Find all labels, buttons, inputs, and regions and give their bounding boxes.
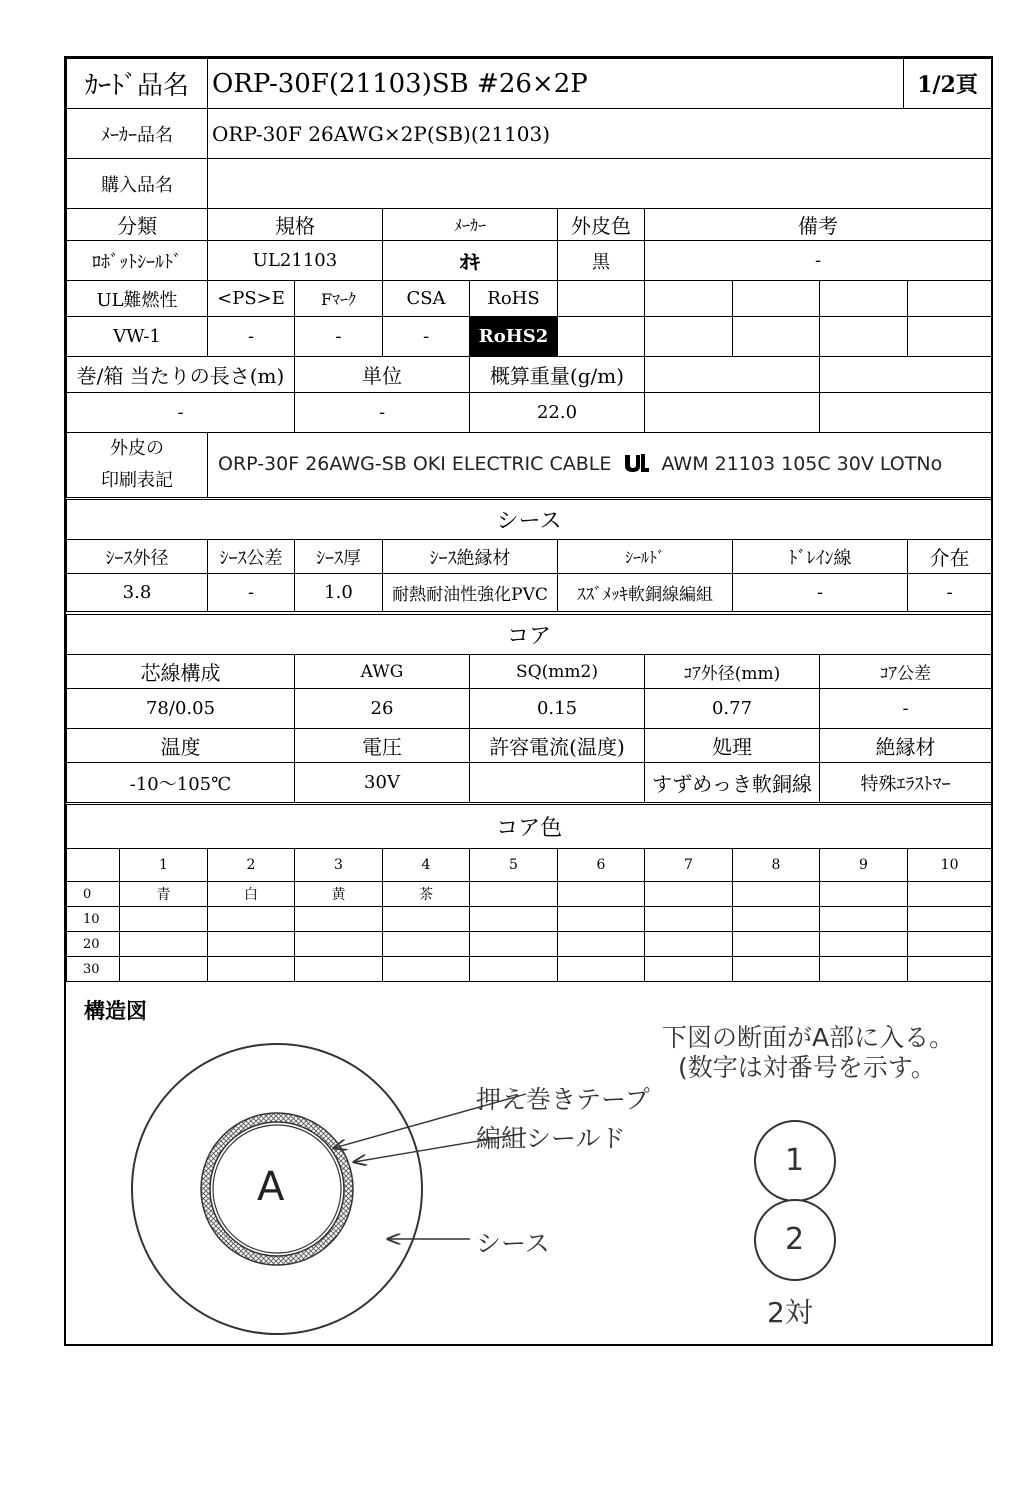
- core-header-awg: AWG: [295, 655, 470, 689]
- sheath-value-drain: -: [733, 574, 908, 612]
- core-color-cell: [645, 932, 733, 957]
- card-name-label: ｶｰﾄﾞ品名: [67, 59, 208, 109]
- length-header-per-box: 巻/箱 当たりの長さ(m): [67, 357, 295, 393]
- core-color-cell: 黄: [295, 882, 383, 907]
- class-value-maker: ｵｷ: [383, 241, 558, 281]
- structure-note-line2: (数字は対番号を示す。: [678, 1053, 936, 1082]
- header-table: [66, 58, 992, 109]
- core-color-col-header: 8: [733, 849, 820, 882]
- sheath-header-thickness: ｼｰｽ厚: [295, 540, 383, 574]
- core-color-cell: [558, 907, 645, 932]
- class-header-category: 分類: [67, 209, 208, 241]
- core-header-current: 許容電流(温度): [470, 729, 645, 763]
- structure-diagram: [66, 981, 991, 1344]
- sheath-header-filler: 介在: [908, 540, 992, 574]
- core-color-cell: [733, 882, 820, 907]
- flame-value-csa: -: [383, 317, 470, 357]
- flame-value-fmark: -: [295, 317, 383, 357]
- core-color-cell: [908, 882, 992, 907]
- core-header-tolerance: ｺｱ公差: [820, 655, 992, 689]
- core-color-cell: [470, 932, 558, 957]
- core-value-voltage: 30V: [295, 763, 470, 803]
- core-value-strand: 78/0.05: [67, 689, 295, 729]
- sheath-value-od: 3.8: [67, 574, 208, 612]
- spec-sheet: [64, 56, 993, 1346]
- page-number: 1/2頁: [904, 59, 992, 109]
- core-color-row-label: 10: [67, 907, 120, 932]
- sheath-value-filler: -: [908, 574, 992, 612]
- flame-value-blank-2: [645, 317, 733, 357]
- core-value-tolerance: -: [820, 689, 992, 729]
- length-value-blank-1: [645, 393, 820, 433]
- core-color-cell: [120, 957, 208, 982]
- sheath-title: シース: [67, 500, 992, 540]
- core-color-col-header: 1: [120, 849, 208, 882]
- core-header-temperature: 温度: [67, 729, 295, 763]
- length-header-unit: 単位: [295, 357, 470, 393]
- callout-shield: 編組シールド: [476, 1124, 626, 1153]
- core-table: [66, 614, 992, 803]
- print-text-before: ORP-30F 26AWG-SB OKI ELECTRIC CABLE: [218, 452, 612, 475]
- sheath-header-drain: ﾄﾞﾚｲﾝ線: [733, 540, 908, 574]
- core-color-cell: [820, 932, 908, 957]
- core-color-row: [67, 907, 992, 932]
- core-header-treatment: 処理: [645, 729, 820, 763]
- core-header-sq: SQ(mm2): [470, 655, 645, 689]
- core-color-cell: [208, 957, 295, 982]
- core-value-current: [470, 763, 645, 803]
- class-value-category: ﾛﾎﾞｯﾄｼｰﾙﾄﾞ: [67, 241, 208, 281]
- core-color-col-header: 2: [208, 849, 295, 882]
- length-table: [66, 356, 992, 433]
- print-label-line2: 印刷表記: [101, 470, 173, 491]
- flame-header-fmark: Fﾏｰｸ: [295, 281, 383, 317]
- core-color-cell: [820, 907, 908, 932]
- class-header-maker: ﾒｰｶｰ: [383, 209, 558, 241]
- class-header-remarks: 備考: [645, 209, 992, 241]
- core-header-strand: 芯線構成: [67, 655, 295, 689]
- sheath-value-shield: ｽｽﾞﾒｯｷ軟銅線編組: [558, 574, 733, 612]
- flame-header-blank-1: [558, 281, 645, 317]
- length-value-per-box: -: [67, 393, 295, 433]
- length-value-blank-2: [820, 393, 992, 433]
- structure-title: 構造図: [84, 999, 147, 1023]
- sheath-value-material: 耐熱耐油性強化PVC: [383, 574, 558, 612]
- card-name-value: ORP-30F(21103)SB #26×2P: [208, 59, 904, 109]
- core-title: コア: [67, 615, 992, 655]
- flame-header-csa: CSA: [383, 281, 470, 317]
- class-value-remarks: -: [645, 241, 992, 281]
- core-color-cell: [120, 907, 208, 932]
- core-header-voltage: 電圧: [295, 729, 470, 763]
- callout-sheath: シース: [476, 1229, 550, 1258]
- core-color-cell: [733, 907, 820, 932]
- core-color-cell: [733, 932, 820, 957]
- core-color-cell: [645, 882, 733, 907]
- flame-header-blank-2: [645, 281, 733, 317]
- flame-header-blank-4: [820, 281, 908, 317]
- core-color-cell: [120, 932, 208, 957]
- flame-value-blank-1: [558, 317, 645, 357]
- core-color-cell: 青: [120, 882, 208, 907]
- core-color-cell: [820, 957, 908, 982]
- print-marking: [208, 433, 992, 498]
- cross-section-drawing: [66, 981, 991, 1344]
- length-value-weight: 22.0: [470, 393, 645, 433]
- pair-2-label: 2: [785, 1222, 805, 1257]
- ul-recognized-icon: [623, 453, 649, 478]
- core-value-od: 0.77: [645, 689, 820, 729]
- core-color-cell: [295, 957, 383, 982]
- core-value-sq: 0.15: [470, 689, 645, 729]
- core-color-header-row: [67, 849, 992, 882]
- length-header-weight: 概算重量(g/m): [470, 357, 645, 393]
- length-header-blank-1: [645, 357, 820, 393]
- maker-table: [66, 108, 992, 209]
- flame-header-blank-3: [733, 281, 820, 317]
- pair-caption: 2対: [767, 1296, 813, 1329]
- flame-header-pse: <PS>E: [208, 281, 295, 317]
- flame-table: [66, 280, 992, 357]
- core-color-cell: [820, 882, 908, 907]
- core-color-cell: [383, 907, 470, 932]
- core-color-cell: [470, 907, 558, 932]
- structure-note-line1: 下図の断面がA部に入る。: [662, 1023, 955, 1052]
- print-table: [66, 432, 992, 498]
- maker-name-label: ﾒｰｶｰ品名: [67, 109, 208, 159]
- core-color-cell: [383, 932, 470, 957]
- sheath-table: [66, 499, 992, 612]
- core-color-cell: [208, 907, 295, 932]
- flame-header-rohs: RoHS: [470, 281, 558, 317]
- print-text-after: AWM 21103 105C 30V LOTNo: [661, 452, 943, 475]
- core-color-col-header: 4: [383, 849, 470, 882]
- flame-value-blank-3: [733, 317, 820, 357]
- core-color-row: [67, 932, 992, 957]
- core-color-cell: [645, 907, 733, 932]
- core-color-cell: [295, 907, 383, 932]
- sheath-value-tolerance: -: [208, 574, 295, 612]
- core-color-cell: [908, 957, 992, 982]
- core-header-od: ｺｱ外径(mm): [645, 655, 820, 689]
- sheath-header-tolerance: ｼｰｽ公差: [208, 540, 295, 574]
- core-color-cell: 茶: [383, 882, 470, 907]
- core-color-cell: [908, 907, 992, 932]
- classification-table: [66, 208, 992, 281]
- length-value-unit: -: [295, 393, 470, 433]
- pair-1-label: 1: [785, 1143, 805, 1178]
- core-color-col-header: 7: [645, 849, 733, 882]
- core-color-cell: [908, 932, 992, 957]
- core-color-col-header: 6: [558, 849, 645, 882]
- core-color-row-label: 0: [67, 882, 120, 907]
- core-color-row-label: 20: [67, 932, 120, 957]
- class-header-standard: 規格: [208, 209, 383, 241]
- core-header-insulation: 絶縁材: [820, 729, 992, 763]
- core-value-treatment: すずめっき軟銅線: [645, 763, 820, 803]
- rohs-badge: RoHS2: [470, 317, 558, 357]
- sheath-header-material: ｼｰｽ絶縁材: [383, 540, 558, 574]
- flame-value-blank-5: [908, 317, 992, 357]
- core-color-cell: [733, 957, 820, 982]
- maker-name-value: ORP-30F 26AWG×2P(SB)(21103): [208, 109, 992, 159]
- core-color-col-header: 10: [908, 849, 992, 882]
- core-color-cell: [470, 957, 558, 982]
- length-header-blank-2: [820, 357, 992, 393]
- flame-value-blank-4: [820, 317, 908, 357]
- core-color-cell: 白: [208, 882, 295, 907]
- sheath-header-od: ｼｰｽ外径: [67, 540, 208, 574]
- core-color-corner: [67, 849, 120, 882]
- core-color-title: コア色: [67, 805, 992, 849]
- print-label: [67, 433, 208, 498]
- core-color-cell: [558, 957, 645, 982]
- core-color-cell: [470, 882, 558, 907]
- core-value-temperature: -10～105℃: [67, 763, 295, 803]
- core-value-insulation: 特殊ｴﾗｽﾄﾏｰ: [820, 763, 992, 803]
- print-label-line1: 外皮の: [110, 438, 164, 459]
- callout-tape: 押え巻きテープ: [476, 1085, 650, 1114]
- core-color-cell: [295, 932, 383, 957]
- core-color-col-header: 9: [820, 849, 908, 882]
- sheath-header-shield: ｼｰﾙﾄﾞ: [558, 540, 733, 574]
- flame-value-ul: VW-1: [67, 317, 208, 357]
- class-header-color: 外皮色: [558, 209, 645, 241]
- core-color-cell: [383, 957, 470, 982]
- class-value-standard: UL21103: [208, 241, 383, 281]
- class-value-color: 黒: [558, 241, 645, 281]
- center-label-a: A: [257, 1164, 285, 1210]
- core-color-row: [67, 882, 992, 907]
- core-value-awg: 26: [295, 689, 470, 729]
- core-color-cell: [208, 932, 295, 957]
- flame-header-blank-5: [908, 281, 992, 317]
- core-color-row: [67, 957, 992, 982]
- purchase-name-value: [208, 159, 992, 209]
- core-color-col-header: 5: [470, 849, 558, 882]
- flame-value-pse: -: [208, 317, 295, 357]
- core-color-cell: [558, 882, 645, 907]
- purchase-name-label: 購入品名: [67, 159, 208, 209]
- core-color-table: [66, 804, 992, 982]
- core-color-cell: [558, 932, 645, 957]
- sheath-value-thickness: 1.0: [295, 574, 383, 612]
- core-color-col-header: 3: [295, 849, 383, 882]
- flame-header-ul: UL難燃性: [67, 281, 208, 317]
- core-color-cell: [645, 957, 733, 982]
- core-color-row-label: 30: [67, 957, 120, 982]
